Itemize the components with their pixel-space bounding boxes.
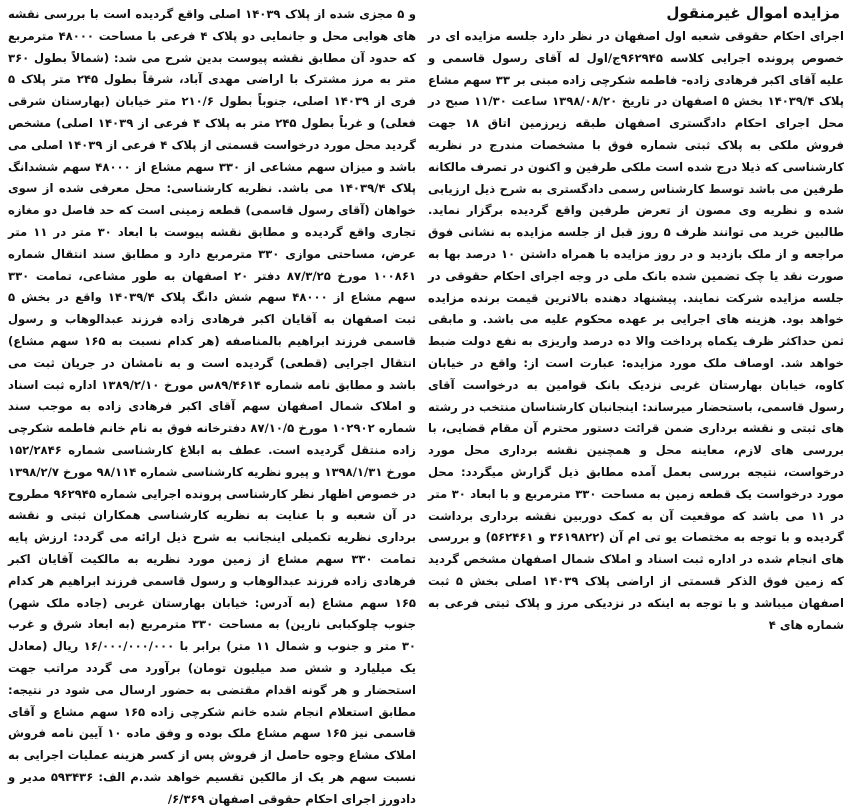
text-column-left: و ۵ مجزی شده از پلاک ۱۴۰۳۹ اصلی واقع گردیده است با بررسی نقشه های هوایی محل و جانمایی دو پلاک ۴ فرعی با مساحت ۴۸۰۰۰ مترمربع که حدود آن مطابق نقشه پیوست بدین شرح می شد: (شمالاً بطول ۳۶۰ متر به مرز مشترک با اراضی مهدی آباد، شرقاً بطول ۲۴۵ متر پلاک ۵ فری از ۱۴۰۳۹ اصلی، جنوباً بطول ۲۱۰/۶ متر خیابان (بهارستان شرقی فعلی) و غرباً بطول ۲۴۵ متر به پلاک ۴ فرعی از ۱۴۰۳۹ اصلی) مشخص گردید محل مورد درخواست قسمتی از پلاک ۴ فرعی از ۱۴۰۳۹ اصلی می باشد و میزان سهم مشاعی از ۳۳۰ سهم مشاع از ۴۸۰۰۰ سهم ششدانگ پلاک ۱۴۰۳۹/۴ می باشد. نظریه کارشناسی: محل معرفی شده از سوی خواهان (آقای رسول قاسمی) قطعه زمینی است که حد فاصل دو مغازه تجاری واقع گردیده و مطابق نقشه پیوست با ابعاد ۳۰ متر در ۱۱ متر عرض، مساحتی موازی ۳۳۰ مترمربع دارد و مطابق سند انتقال شماره ۱۰۰۸۶۱ مورخ ۸۷/۳/۲۵ دفتر ۲۰ اصفهان به طور مشاعی، تمامت ۳۳۰ سهم مشاع از ۴۸۰۰۰ سهم شش دانگ پلاک ۱۴۰۳۹/۴ واقع در بخش ۵ ثبت اصفهان به آقایان اکبر فرهادی زاده فرزند عبدالوهاب و رسول قاسمی فرزند ابراهیم بالمناصفه (هر کدام نسبت به ۱۶۵ سهم مشاع) انتقال اجرایی (قطعی) گردیده است و به نامشان در جریان ثبت می باشد و مطابق نامه شماره ۸۹/۴۶۱۴س مورخ ۱۳۸۹/۲/۱۰ اداره ثبت اسناد و املاک شمال اصفهان سهم آقای اکبر فرهادی زاده به موجب سند شماره ۱۰۲۹۰۲ مورخ ۸۷/۱۰/۵ دفترخانه فوق به نام خانم فاطمه شکرچی زاده منتقل گردیده است. عطف به ابلاغ کارشناسی شماره ۱۵۲/۲۸۴۶ مورخ ۱۳۹۸/۱/۳۱ و پیرو نظریه کارشناسی شماره ۹۸/۱۱۴ مورخ ۱۳۹۸/۲/۷ در خصوص اظهار نظر کارشناسی پرونده اجرایی شماره ۹۶۲۹۴۵ مطروح در آن شعبه و با عنایت به نظریه کارشناسی همکاران ثبتی و نقشه برداری نظریه تکمیلی اینجانب به شرح ذیل ارائه می گردد: ارزش پایه تمامت ۳۳۰ سهم مشاع از زمین مورد نظریه به مالکیت آقایان اکبر فرهادی زاده فرزند عبدالوهاب و رسول قاسمی فرزند ابراهیم هر کدام ۱۶۵ سهم مشاع (به آدرس: خیابان بهارستان غربی (جاده ملک شهر) جنوب چلوکبابی نارین) به مساحت ۳۳۰ مترمربع (به ابعاد شرق و غرب ۳۰ متر و جنوب و شمال ۱۱ متر) برابر با ۱۶/۰۰۰/۰۰۰/۰۰۰ ریال (معادل یک میلیارد و شش صد میلیون تومان) برآورد می گردد مراتب جهت استحضار و هر گونه اقدام مقتضی به حضور ارسال می شود در نتیجه: مطابق استعلام انجام شده خانم شکرچی زاده ۱۶۵ سهم مشاع و آقای قاسمی نیز ۱۶۵ سهم مشاع ملک بوده و وفق ماده ۱۰ آیین نامه فروش املاک مشاع وجوه حاصل از فروش پس از کسر هزینه عملیات اجرایی به نسبت سهم هر یک از مالکین تقسیم خواهد شد.م الف: ۵۹۳۴۳۶ مدیر و دادورز اجرای احکام حقوقی اصفهان ۶/۳۶۹/ [8, 7, 417, 806]
column-divider [428, 4, 429, 684]
page-title: مزایده اموال غیرمنقول [666, 4, 840, 22]
text-column-right: اجرای احکام حقوقی شعبه اول اصفهان در نظر دارد جلسه مزایده ای در خصوص پرونده اجرایی کلاسه ۹۶۲۹۴۵ج/اول له آقای رسول قاسمی و علیه آقای اکبر فرهادی زاده- فاطمه شکرچی زاده مبنی بر ۳۳ سهم مشاع پلاک ۱۴۰۳۹/۴ بخش ۵ اصفهان در تاریخ ۱۳۹۸/۰۸/۲۰ ساعت ۱۱/۳۰ صبح در محل اجرای احکام دادگستری اصفهان طبقه زیرزمین اتاق ۱۸ جهت فروش ملکی به پلاک ثبتی شماره فوق با مشخصات مندرج در نظریه کارشناسی که ذیلا درج شده است ملکی طرفین و اکنون در تصرف مالکانه طرفین می باشد توسط کارشناس رسمی دادگستری به شرح ذیل ارزیابی شده و نظریه وی مصون از تعرض طرفین واقع گردیده برگزار نماید. طالبین خرید می توانند ظرف ۵ روز قبل از جلسه مزایده به نشانی فوق مراجعه و از ملک بازدید و در روز مزایده با همراه داشتن ۱۰ درصد بها به صورت نقد یا چک تضمین شده بانک ملی در وجه اجرای احکام حقوقی در جلسه مزایده شرکت نمایند. پیشنهاد دهنده بالاترین قیمت برنده مزایده خواهد بود. هزینه های اجرایی بر عهده محکوم علیه می باشد. و مابقی ثمن حداکثر ظرف یکماه پرداخت والا ده درصد واریزی به نفع دولت ضبط خواهد شد. اوصاف ملک مورد مزایده: عبارت است از: واقع در خیابان کاوه، خیابان بهارستان غربی نزدیک بانک قوامین به درخواست آقای رسول قاسمی، باستحضار میرساند: اینجانبان کارشناسان منتخب در رشته های ثبتی و نقشه برداری ضمن قرائت دستور محترم آن مقام قضایی، با بررسی های لازم، معاینه محل و همچنین نقشه برداری محل مورد درخواست، نتیجه بررسی بعمل آمده مطابق ذیل گزارش میگردد: محل مورد درخواست یک قطعه زمین به مساحت ۳۳۰ مترمربع و با ابعاد ۳۰ متر در ۱۱ می باشد که موقعیت آن به کمک دوربین نقشه برداری برداشت گردیده و با توجه به مختصات یو تی ام آن (۳۶۱۹۸۲۲ و ۵۶۲۴۶۱) و بررسی های انجام شده در اداره ثبت اسناد و املاک شمال اصفهان مشخص گردید که زمین فوق الذکر قسمتی از اراضی پلاک ۱۴۰۳۹ اصلی بخش ۵ ثبت اصفهان میباشد و با توجه به اینکه در نزدیکی مرز و پلاک ثبتی فرعی به شماره های ۴ [428, 29, 845, 632]
